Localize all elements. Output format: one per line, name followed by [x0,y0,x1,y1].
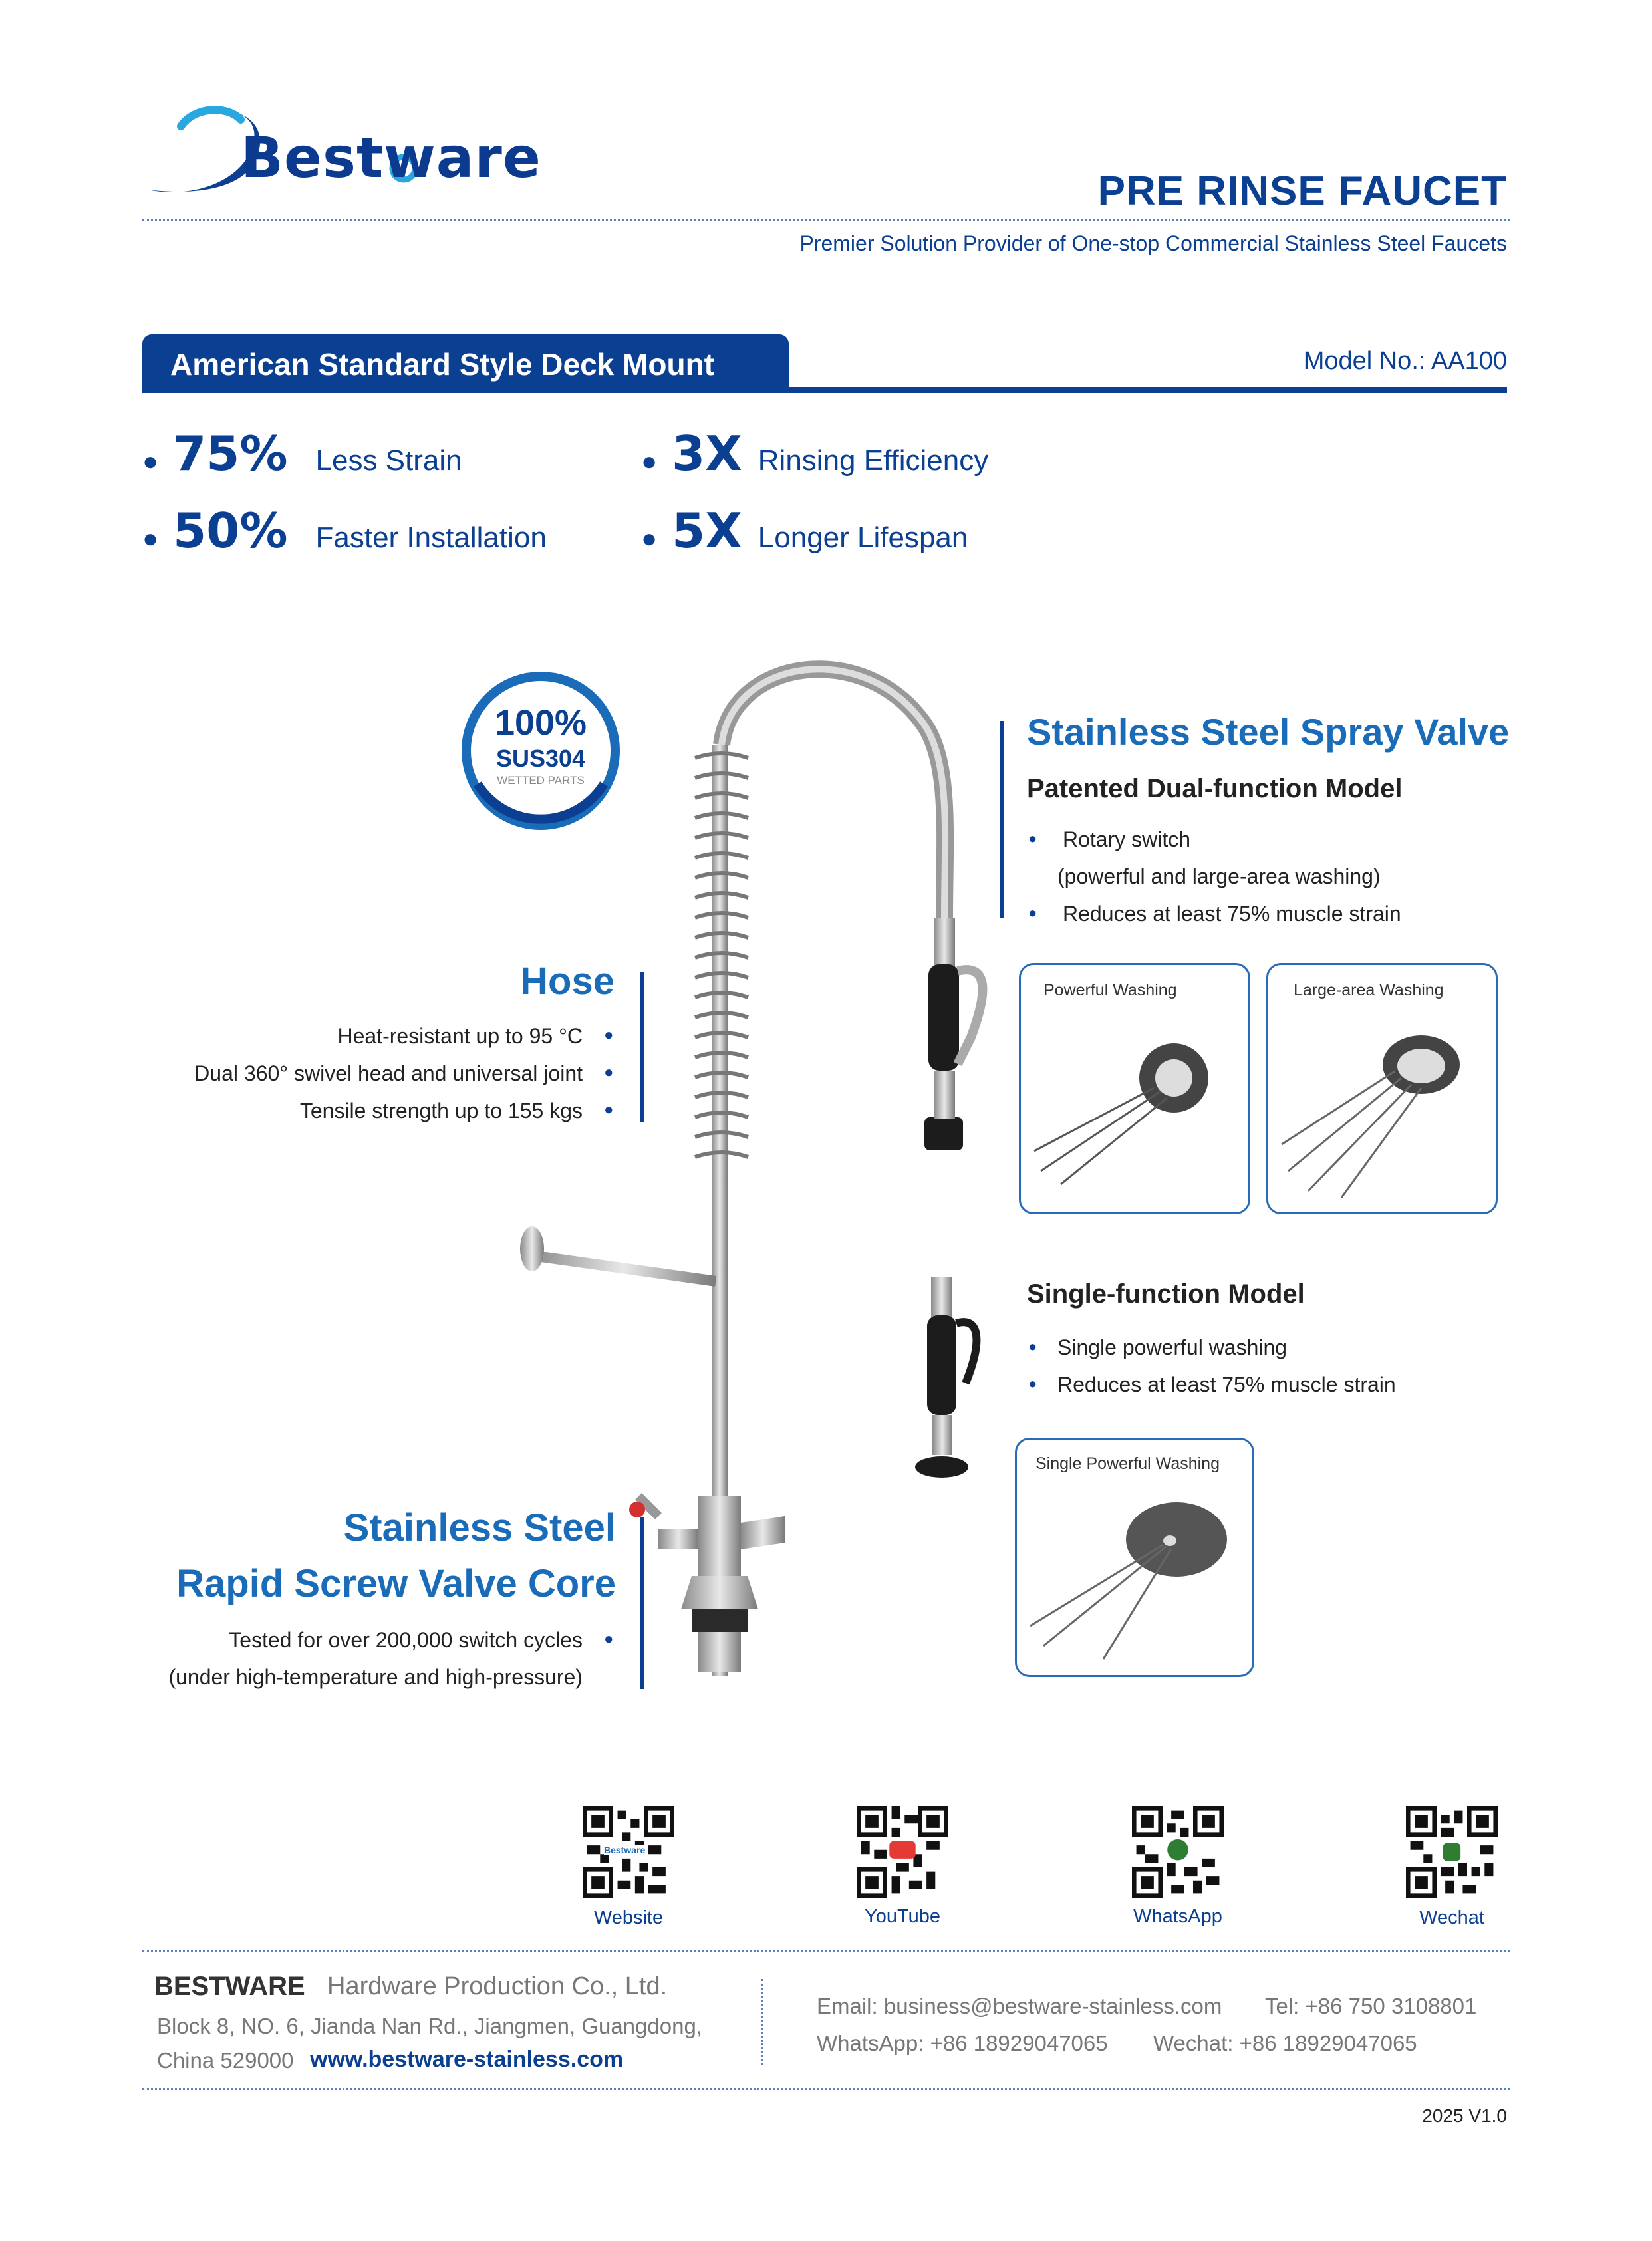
qr-wechat[interactable] [1406,1806,1498,1928]
single-point: Reduces at least 75% muscle strain [1057,1373,1396,1396]
version: 2025 V1.0 [1422,2105,1507,2126]
bullet-icon: ● [604,1630,614,1648]
hose-title: Hose [520,960,615,1003]
valve-core-bar [640,1517,644,1689]
qr-label: Website [593,1907,664,1928]
badge-material: SUS304 [495,745,586,772]
header-divider [142,219,1510,221]
whatsapp-number: WhatsApp: +86 18929047065 [817,2031,1108,2055]
qr-website[interactable] [583,1806,674,1928]
hose-point: Dual 360° swivel head and universal joint [194,1061,583,1085]
qr-overlay: Bestware [604,1845,646,1855]
wechat-number: Wechat: +86 18929047065 [1153,2031,1417,2055]
single-washing-card [1015,1438,1254,1677]
qr-code-icon [857,1806,948,1898]
company-name-bold: BESTWARE [154,1972,305,2001]
telephone: Tel: +86 750 3108801 [1265,1994,1477,2018]
feature-label: Rinsing Efficiency [757,444,989,477]
single-point: Single powerful washing [1057,1335,1288,1359]
qr-code-icon [1132,1806,1224,1898]
dual-point: Rotary switch [1063,827,1191,851]
feature-item: ● 50% Faster Installation [142,503,547,559]
dual-point-note: (powerful and large-area washing) [1057,864,1381,888]
footer-vdivider [761,1979,763,2065]
bullet-icon: ● [604,1063,614,1081]
card-label: Large-area Washing [1294,981,1444,999]
company-name-rest: Hardware Production Co., Ltd. [327,1972,668,2000]
valve-core-title-1: Stainless Steel [343,1506,616,1549]
feature-label: Faster Installation [315,521,547,554]
single-function-title: Single-function Model [1027,1279,1305,1309]
valve-core-title-2: Rapid Screw Valve Core [176,1562,616,1605]
bullet-icon: ● [1028,904,1037,921]
qr-label: Wechat [1419,1907,1484,1928]
style-tab: American Standard Style Deck Mount [142,334,789,391]
tab-underline [142,387,1507,393]
feature-label: Less Strain [315,444,462,477]
qr-whatsapp[interactable] [1132,1806,1224,1927]
brand-logo [141,100,541,206]
tagline: Premier Solution Provider of One-stop Commercial Stainless Steel Faucets [799,231,1507,255]
large-area-washing-card [1266,963,1498,1214]
address-line1: Block 8, NO. 6, Jianda Nan Rd., Jiangmen, Guangdong, [157,2014,702,2038]
dual-point: Reduces at least 75% muscle strain [1063,902,1401,926]
powerful-washing-card [1019,963,1250,1214]
single-spray-icon [1017,1480,1252,1672]
qr-code-icon [1406,1806,1498,1898]
feature-item: ● 75% Less Strain [142,426,462,481]
spray-valve-bar [1000,721,1004,918]
badge-percent: 100% [494,703,587,743]
valve-core-point: Tested for over 200,000 switch cycles [229,1628,583,1652]
bullet-icon: ● [604,1101,614,1119]
feature-value: 5X [672,503,742,559]
bullet-icon: ● [1028,1338,1037,1355]
qr-label: WhatsApp [1133,1906,1222,1927]
feature-item: ● 3X Rinsing Efficiency [641,426,989,481]
qr-youtube[interactable] [857,1806,948,1927]
feature-value: 50% [173,503,288,559]
hose-point: Heat-resistant up to 95 °C [337,1024,583,1048]
model-number: Model No.: AA100 [1303,347,1507,375]
dual-function-title: Patented Dual-function Model [1027,774,1403,803]
address-line2: China 529000 [157,2048,294,2073]
qr-label: YouTube [865,1906,940,1927]
hose-point: Tensile strength up to 155 kgs [299,1099,583,1122]
badge-note: WETTED PARTS [497,774,585,787]
website-link[interactable]: www.bestware-stainless.com [310,2047,624,2072]
page-title: PRE RINSE FAUCET [1097,168,1507,214]
footer-divider [142,1950,1510,1952]
feature-item: ● 5X Longer Lifespan [641,503,968,559]
bullet-icon: ● [604,1026,614,1044]
feature-label: Longer Lifespan [757,521,968,554]
logo-text: Bestware [241,125,541,190]
email: Email: business@bestware-stainless.com [817,1994,1222,2018]
large-area-spray-icon [1268,1005,1496,1211]
bullet-icon: ● [1028,830,1037,847]
footer-bottom-divider [142,2088,1510,2090]
bullet-icon: ● [1028,1375,1037,1392]
feature-value: 75% [173,426,288,481]
card-label: Single Powerful Washing [1035,1454,1220,1473]
card-label: Powerful Washing [1043,981,1177,999]
spray-valve-title: Stainless Steel Spray Valve [1027,711,1510,753]
feature-value: 3X [672,426,742,481]
powerful-spray-icon [1021,1005,1248,1211]
hose-bar [640,972,644,1122]
valve-core-point-note: (under high-temperature and high-pressure) [168,1665,583,1689]
